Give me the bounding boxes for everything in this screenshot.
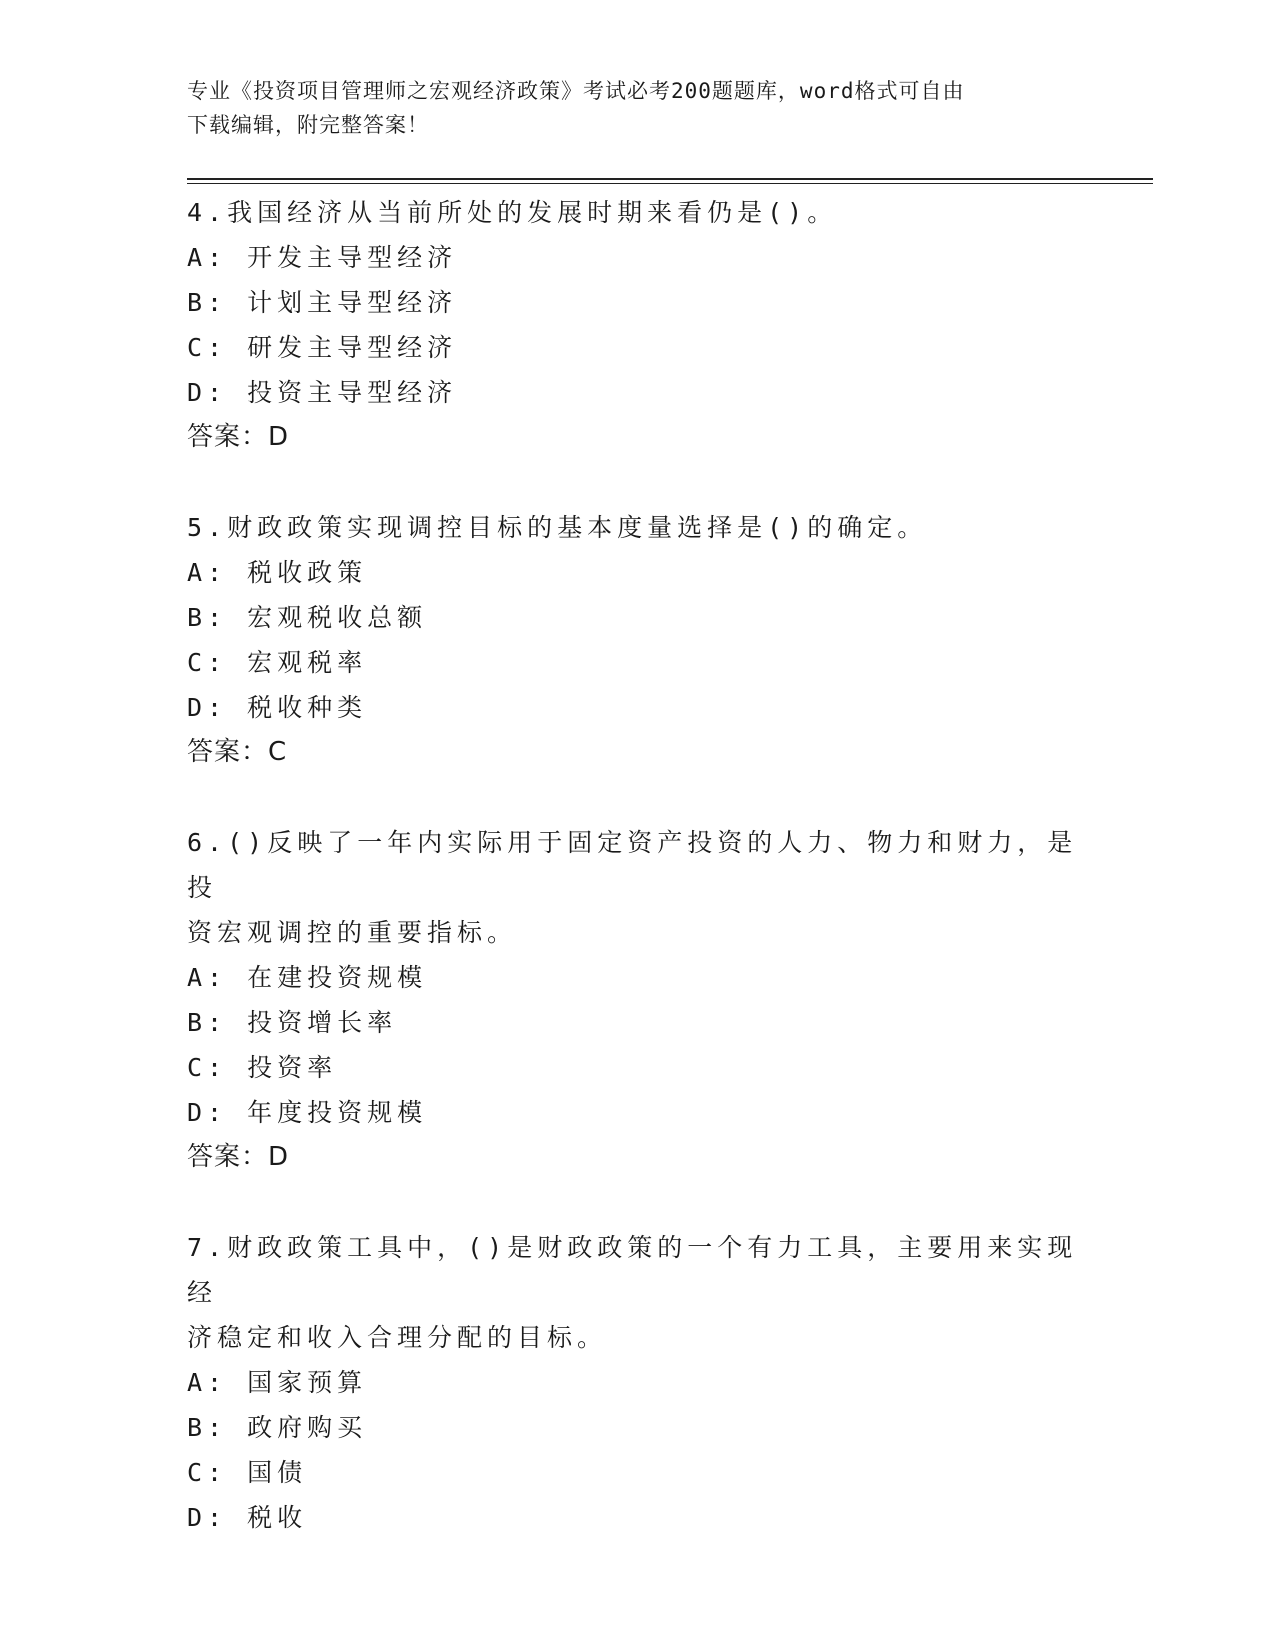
option-b: B: 投资增长率 [187,1008,398,1037]
answer: 答案：D [187,422,290,452]
option-d: D: 税收 [187,1503,308,1532]
question-4 [187,190,1087,460]
option-a: A: 国家预算 [187,1368,368,1397]
question-stem-line-1: 7.财政政策工具中，()是财政政策的一个有力工具，主要用来实现经 [187,1233,1078,1307]
header-divider-bottom [187,183,1153,184]
question-7 [187,1225,1087,1540]
question-stem-line-2: 资宏观调控的重要指标。 [187,918,518,947]
option-a: A: 开发主导型经济 [187,243,458,272]
option-a: A: 在建投资规模 [187,963,428,992]
option-d: D: 年度投资规模 [187,1098,428,1127]
header-line-1: 专业《投资项目管理师之宏观经济政策》考试必考200题题库，word格式可自由 [187,79,965,103]
answer: 答案：D [187,1142,290,1172]
option-d: D: 投资主导型经济 [187,378,458,407]
question-stem-line-1: 6.()反映了一年内实际用于固定资产投资的人力、物力和财力，是投 [187,828,1078,902]
spacer [187,1180,1087,1225]
option-b: B: 政府购买 [187,1413,368,1442]
option-c: C: 投资率 [187,1053,338,1082]
option-c: C: 研发主导型经济 [187,333,458,362]
question-list [187,190,1087,1540]
option-c: C: 宏观税率 [187,648,368,677]
answer: 答案：C [187,737,288,767]
spacer [187,775,1087,820]
question-6 [187,820,1087,1180]
option-d: D: 税收种类 [187,693,368,722]
option-b: B: 计划主导型经济 [187,288,458,317]
option-c: C: 国债 [187,1458,308,1487]
question-stem: 4.我国经济从当前所处的发展时期来看仍是()。 [187,198,838,227]
question-5 [187,505,1087,775]
question-stem-line-2: 济稳定和收入合理分配的目标。 [187,1323,608,1352]
option-b: B: 宏观税收总额 [187,603,428,632]
header-divider-top [187,178,1153,180]
spacer [187,460,1087,505]
document-header [187,74,1087,142]
question-stem: 5.财政政策实现调控目标的基本度量选择是()的确定。 [187,513,928,542]
option-a: A: 税收政策 [187,558,368,587]
header-line-2: 下载编辑，附完整答案！ [187,113,429,137]
